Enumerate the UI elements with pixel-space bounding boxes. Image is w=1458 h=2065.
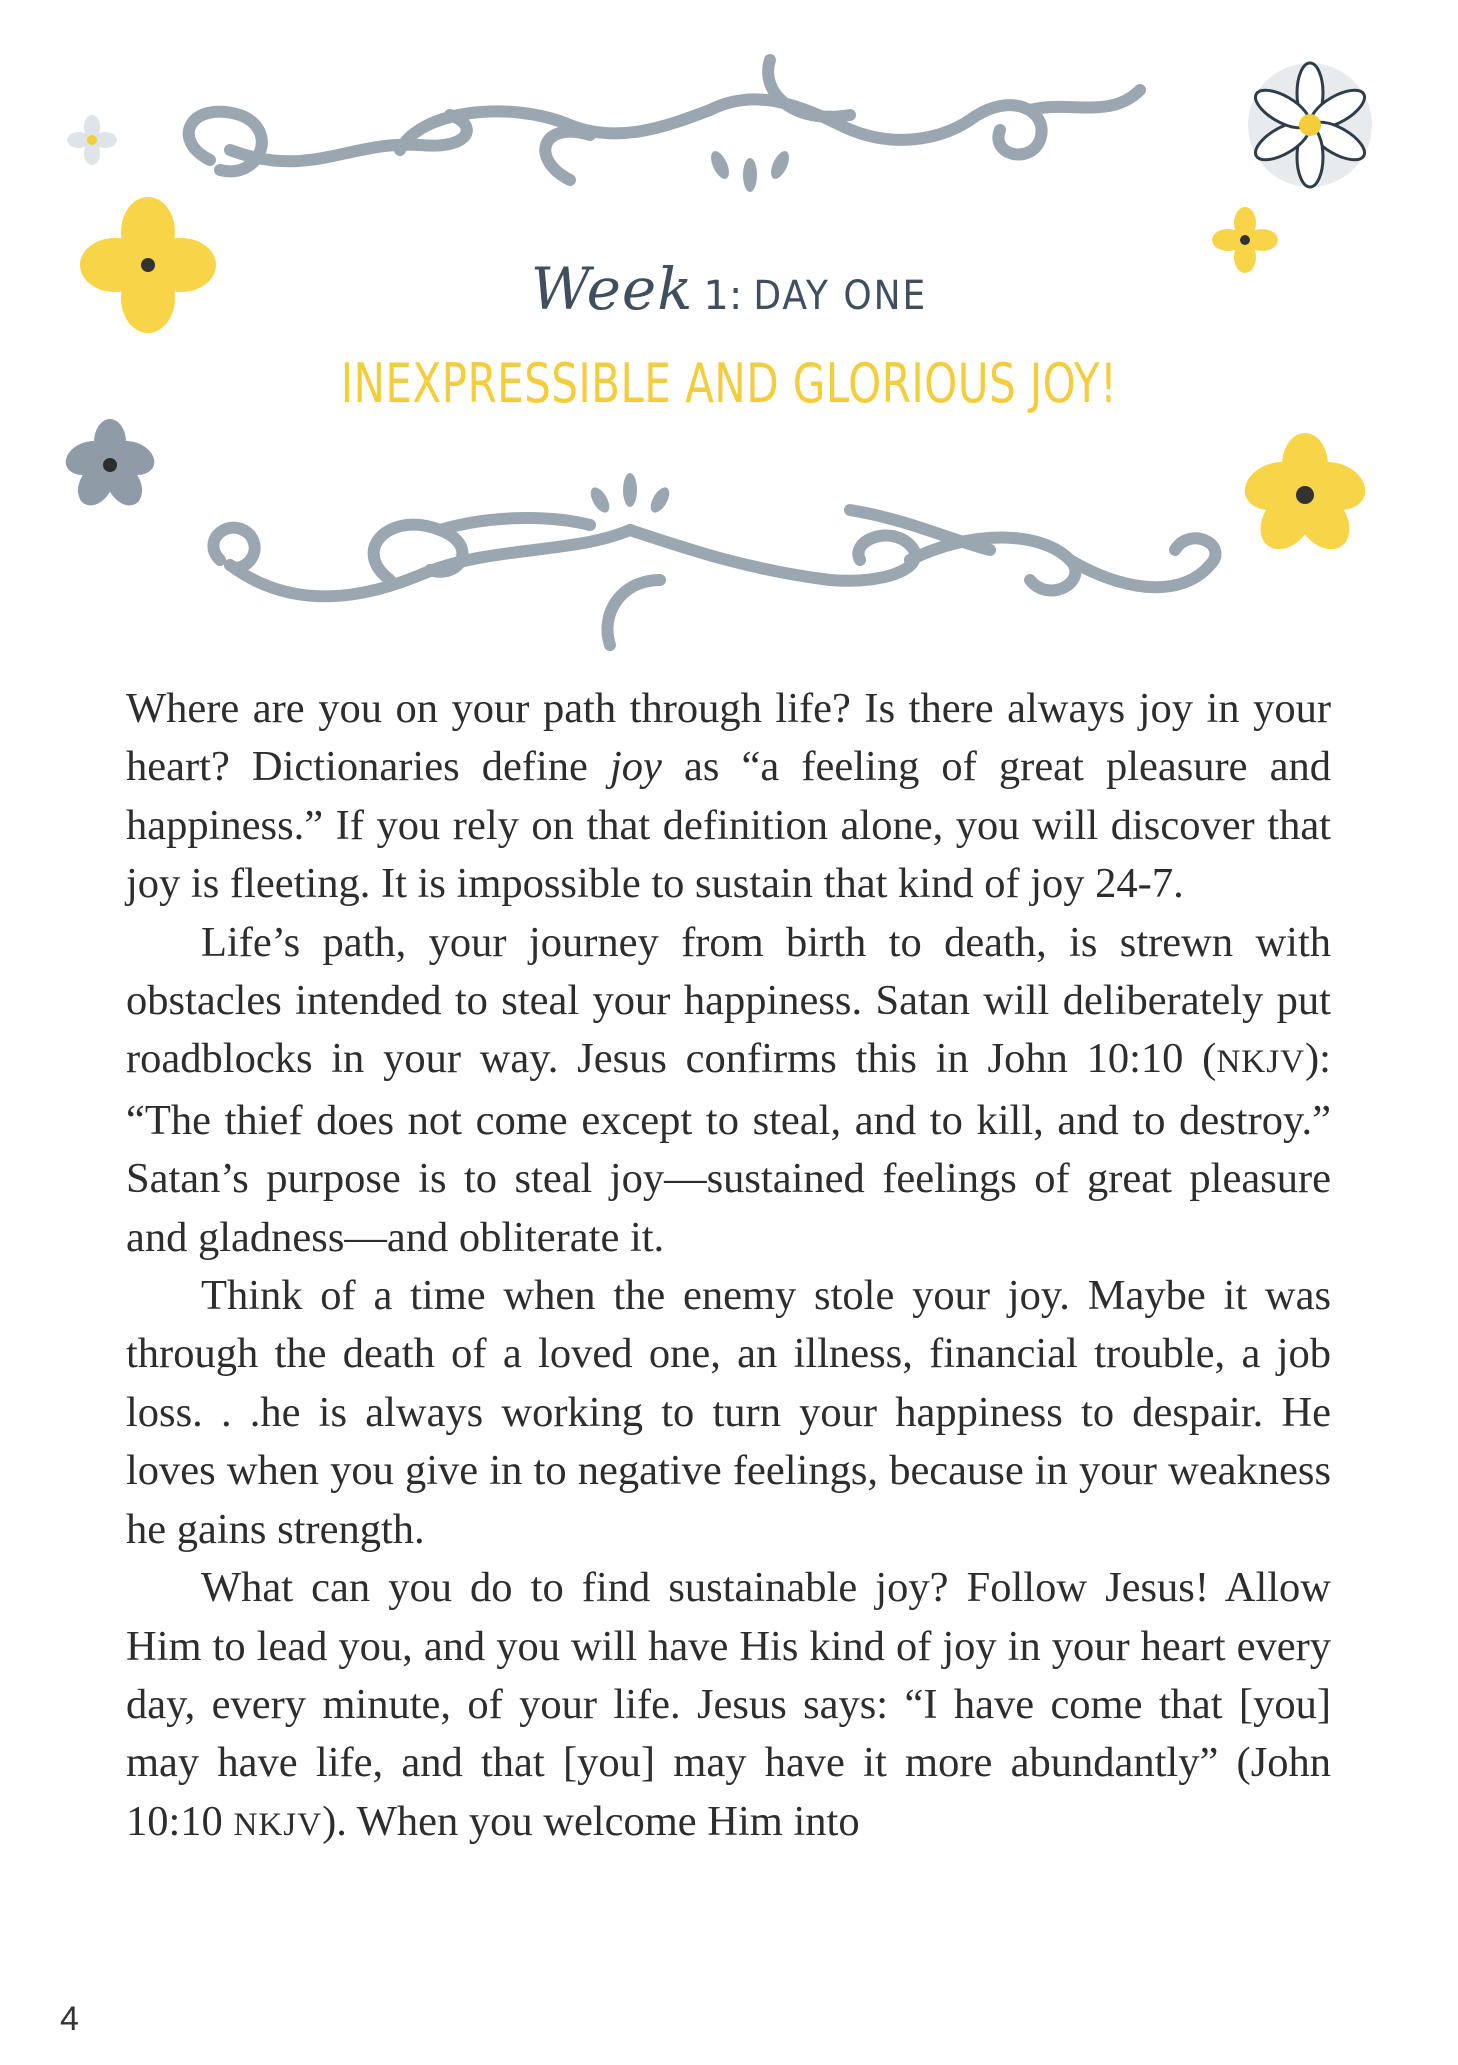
devotional-body (126, 680, 1331, 1854)
small-gray-flower-icon (62, 110, 122, 170)
devotional-title: INEXPRESSIBLE AND GLORIOUS JOY! (340, 352, 1118, 415)
swirl-ornament-bottom-icon (190, 470, 1250, 660)
paragraph-4: What can you do to find sustainable joy? Follow Jesus! Allow Him to lead you, and you will have His kind of joy in your heart every day, every minute, of your life. Jesus says: “I have come that [you] may have life, and that [you] may have it more abundantly” (John 10:10 NKJV). When you welcome Him into (126, 1564, 1331, 1845)
page-number: 4 (60, 2000, 79, 2038)
week-label: Week (530, 255, 694, 323)
week-number: 1: (703, 273, 743, 319)
paragraph-1: Where are you on your path through life? Is there always joy in your heart? Dictionaries define joy as “a feeling of great pleasure and happiness.” If you rely on that definition alone, you will discover that joy is fleeting. It is impossible to sustain that kind of joy 24-7. (126, 685, 1331, 908)
large-yellow-flower-icon (1235, 425, 1375, 565)
daisy-flower-icon (1235, 50, 1385, 200)
gray-flower-icon (60, 415, 160, 515)
paragraph-2: Life’s path, your journey from birth to death, is strewn with obstacles intended to steal your happiness. Satan will deliberately put roadblocks in your way. Jesus confirms this in John 10:10 (NKJV): “The thief does not come except to steal, and to kill, and to destroy.” Satan’s purpose is to steal joy—sustained feelings of great pleasure and gladness—and obliterate it. (126, 918, 1331, 1261)
week-day-heading (0, 255, 1458, 323)
day-label: DAY ONE (753, 273, 928, 319)
paragraph-3: Think of a time when the enemy stole your joy. Maybe it was through the death of a loved one, an illness, financial trouble, a job loss. . .he is always working to turn your happiness to despair. He loves when you give in to negative feelings, because in your weakness he gains strength. (126, 1272, 1331, 1553)
swirl-ornament-top-icon (150, 30, 1150, 210)
